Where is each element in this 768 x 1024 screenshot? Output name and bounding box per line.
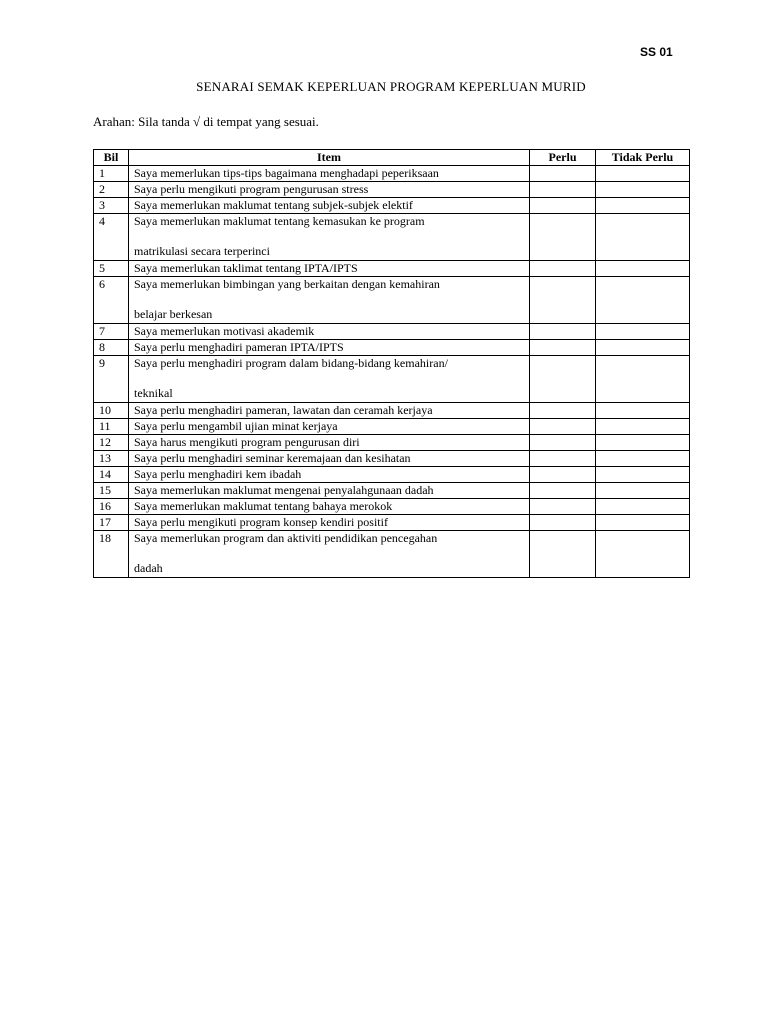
- row-item-text: Saya memerlukan maklumat tentang kemasukan ke program: [134, 214, 425, 228]
- tidak-perlu-check-cell[interactable]: [596, 340, 690, 356]
- table-row: [94, 182, 690, 198]
- row-item: [129, 403, 530, 419]
- row-number: 18: [94, 531, 129, 578]
- row-number: 15: [94, 483, 129, 499]
- perlu-check-cell[interactable]: [530, 182, 596, 198]
- row-item: [129, 499, 530, 515]
- row-number: 11: [94, 419, 129, 435]
- table-row: [94, 451, 690, 467]
- table-row: [94, 467, 690, 483]
- row-number: 4: [94, 214, 129, 261]
- row-item: [129, 182, 530, 198]
- perlu-check-cell[interactable]: [530, 419, 596, 435]
- row-item: [129, 277, 530, 324]
- row-item-text-continued: teknikal: [134, 386, 173, 400]
- perlu-check-cell[interactable]: [530, 356, 596, 403]
- perlu-check-cell[interactable]: [530, 499, 596, 515]
- perlu-check-cell[interactable]: [530, 531, 596, 578]
- table-row: [94, 483, 690, 499]
- perlu-check-cell[interactable]: [530, 324, 596, 340]
- row-number: 12: [94, 435, 129, 451]
- row-item-text: Saya memerlukan program dan aktiviti pendidikan pencegahan: [134, 531, 438, 545]
- row-number: 2: [94, 182, 129, 198]
- row-item-text: Saya perlu menghadiri pameran, lawatan dan ceramah kerjaya: [134, 403, 433, 417]
- row-item: [129, 198, 530, 214]
- row-item-text-continued: belajar berkesan: [134, 307, 213, 321]
- perlu-check-cell[interactable]: [530, 166, 596, 182]
- row-item-text: Saya memerlukan maklumat mengenai penyalahgunaan dadah: [134, 483, 434, 497]
- row-item-text: Saya perlu mengikuti program konsep kendiri positif: [134, 515, 388, 529]
- row-item-text: Saya perlu menghadiri seminar keremajaan dan kesihatan: [134, 451, 411, 465]
- tidak-perlu-check-cell[interactable]: [596, 166, 690, 182]
- document-code: SS 01: [640, 45, 673, 59]
- tidak-perlu-check-cell[interactable]: [596, 261, 690, 277]
- perlu-check-cell[interactable]: [530, 435, 596, 451]
- row-number: 17: [94, 515, 129, 531]
- row-number: 3: [94, 198, 129, 214]
- row-number: 9: [94, 356, 129, 403]
- perlu-check-cell[interactable]: [530, 340, 596, 356]
- header-row: [94, 150, 690, 166]
- row-item-text: Saya perlu mengambil ujian minat kerjaya: [134, 419, 338, 433]
- row-item-text: Saya harus mengikuti program pengurusan diri: [134, 435, 360, 449]
- row-item-text: Saya perlu menghadiri program dalam bidang-bidang kemahiran/: [134, 356, 448, 370]
- tidak-perlu-check-cell[interactable]: [596, 531, 690, 578]
- perlu-check-cell[interactable]: [530, 451, 596, 467]
- row-item: [129, 419, 530, 435]
- perlu-check-cell[interactable]: [530, 403, 596, 419]
- table-row: [94, 261, 690, 277]
- tidak-perlu-check-cell[interactable]: [596, 403, 690, 419]
- row-item-text-continued: dadah: [134, 561, 163, 575]
- table-row: [94, 277, 690, 324]
- row-item: [129, 483, 530, 499]
- tidak-perlu-check-cell[interactable]: [596, 182, 690, 198]
- document-title: SENARAI SEMAK KEPERLUAN PROGRAM KEPERLUAN MURID: [196, 79, 586, 94]
- table-row: [94, 198, 690, 214]
- table-row: [94, 166, 690, 182]
- tidak-perlu-check-cell[interactable]: [596, 419, 690, 435]
- row-item: [129, 340, 530, 356]
- row-item: [129, 435, 530, 451]
- row-item-text: Saya memerlukan maklumat tentang bahaya merokok: [134, 499, 393, 513]
- row-item: [129, 356, 530, 403]
- tidak-perlu-check-cell[interactable]: [596, 515, 690, 531]
- header-bil: Bil: [94, 150, 129, 166]
- row-number: 5: [94, 261, 129, 277]
- perlu-check-cell[interactable]: [530, 467, 596, 483]
- perlu-check-cell[interactable]: [530, 277, 596, 324]
- table-row: [94, 419, 690, 435]
- row-item: [129, 166, 530, 182]
- row-item: [129, 261, 530, 277]
- row-item: [129, 324, 530, 340]
- header-item: Item: [129, 150, 530, 166]
- row-item-text: Saya perlu mengikuti program pengurusan stress: [134, 182, 369, 196]
- row-number: 8: [94, 340, 129, 356]
- row-number: 13: [94, 451, 129, 467]
- tidak-perlu-check-cell[interactable]: [596, 435, 690, 451]
- perlu-check-cell[interactable]: [530, 214, 596, 261]
- row-item-text: Saya memerlukan taklimat tentang IPTA/IPTS: [134, 261, 358, 275]
- perlu-check-cell[interactable]: [530, 198, 596, 214]
- row-number: 10: [94, 403, 129, 419]
- tidak-perlu-check-cell[interactable]: [596, 214, 690, 261]
- row-number: 1: [94, 166, 129, 182]
- tidak-perlu-check-cell[interactable]: [596, 277, 690, 324]
- row-item-text: Saya perlu menghadiri kem ibadah: [134, 467, 302, 481]
- tidak-perlu-check-cell[interactable]: [596, 324, 690, 340]
- tidak-perlu-check-cell[interactable]: [596, 499, 690, 515]
- row-item-text: Saya memerlukan motivasi akademik: [134, 324, 315, 338]
- tidak-perlu-check-cell[interactable]: [596, 198, 690, 214]
- instruction-text: Arahan: Sila tanda √ di tempat yang sesuai.: [93, 114, 319, 129]
- table-row: [94, 515, 690, 531]
- row-item: [129, 451, 530, 467]
- row-item-text-continued: matrikulasi secara terperinci: [134, 244, 270, 258]
- header-perlu: Perlu: [530, 150, 596, 166]
- table-row: [94, 356, 690, 403]
- perlu-check-cell[interactable]: [530, 261, 596, 277]
- table-row: [94, 403, 690, 419]
- table-row: [94, 340, 690, 356]
- table-row: [94, 324, 690, 340]
- table-row: [94, 499, 690, 515]
- row-number: 14: [94, 467, 129, 483]
- row-number: 16: [94, 499, 129, 515]
- header-tidak-perlu: Tidak Perlu: [596, 150, 690, 166]
- row-item-text: Saya memerlukan maklumat tentang subjek-subjek elektif: [134, 198, 413, 212]
- tidak-perlu-check-cell[interactable]: [596, 483, 690, 499]
- tidak-perlu-check-cell[interactable]: [596, 356, 690, 403]
- perlu-check-cell[interactable]: [530, 515, 596, 531]
- row-item: [129, 531, 530, 578]
- table-row: [94, 531, 690, 578]
- row-item: [129, 467, 530, 483]
- checklist-table: [93, 149, 690, 578]
- tidak-perlu-check-cell[interactable]: [596, 451, 690, 467]
- row-item: [129, 515, 530, 531]
- row-item-text: Saya perlu menghadiri pameran IPTA/IPTS: [134, 340, 344, 354]
- table-row: [94, 435, 690, 451]
- row-number: 6: [94, 277, 129, 324]
- row-item-text: Saya memerlukan tips-tips bagaimana menghadapi peperiksaan: [134, 166, 439, 180]
- row-item-text: Saya memerlukan bimbingan yang berkaitan dengan kemahiran: [134, 277, 440, 291]
- perlu-check-cell[interactable]: [530, 483, 596, 499]
- table-row: [94, 214, 690, 261]
- tidak-perlu-check-cell[interactable]: [596, 467, 690, 483]
- row-item: [129, 214, 530, 261]
- row-number: 7: [94, 324, 129, 340]
